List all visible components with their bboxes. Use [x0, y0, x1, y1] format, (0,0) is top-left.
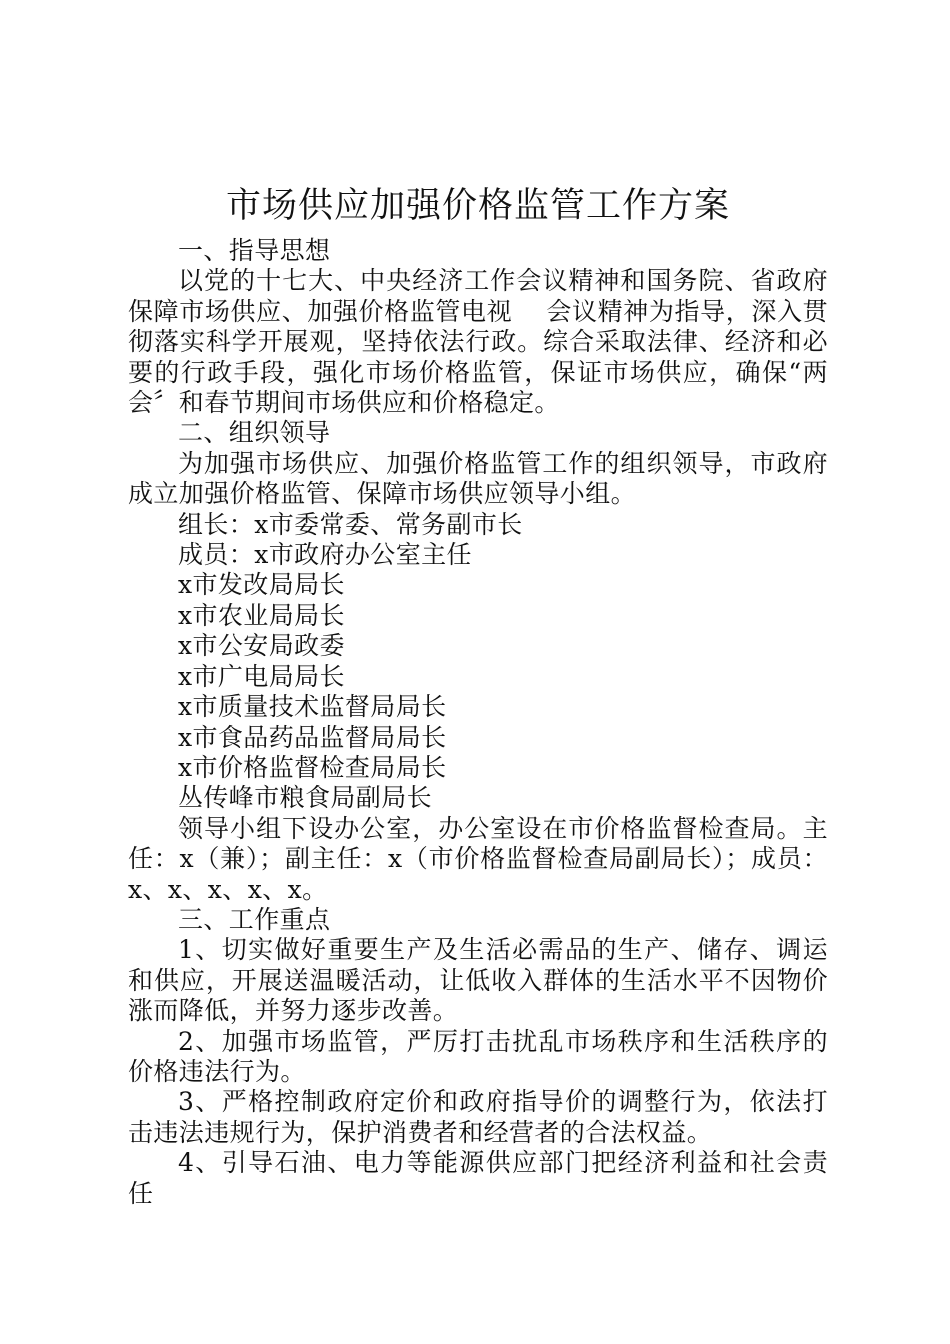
member-line: x市价格监督检查局局长 [178, 752, 447, 782]
member-line: x市质量技术监督局局长 [178, 692, 447, 722]
paragraph: 以党的十七大、中央经济工作会议精神和国务院、省政府保障市场供应、加强价格监管电视 会议精神为指导，深入贯彻落实科学开展观，坚持依法行政。综合采取法律、经济和必要的行政手段，强化市场价格监管，保证市场供应，确保“两会〞和春节期间市场供应和价格稳定。 [128, 266, 828, 418]
member-line: x市食品药品监督局局长 [178, 722, 447, 752]
member-line: 组长：x市委常委、常务副市长 [178, 509, 523, 539]
paragraph: 1、切实做好重要生产及生活必需品的生产、储存、调运和供应，开展送温暖活动，让低收入群体的生活水平不因物价涨而降低，并努力逐步改善。 [128, 935, 828, 1026]
member-line: 丛传峰市粮食局副局长 [178, 783, 433, 813]
member-line: x市广电局局长 [178, 661, 345, 691]
document-title: 市场供应加强价格监管工作方案 [225, 186, 730, 226]
section-heading: 三、工作重点 [178, 904, 331, 934]
paragraph: 领导小组下设办公室，办公室设在市价格监督检查局。主任：x（兼）；副主任：x（市价格监督检查局副局长）；成员：x、x、x、x、x。 [128, 813, 828, 904]
document-page [128, 180, 828, 1209]
paragraph: 2、加强市场监管，严厉打击扰乱市场秩序和生活秩序的价格违法行为。 [128, 1026, 828, 1086]
member-line: x市公安局政委 [178, 631, 345, 661]
member-line: x市农业局局长 [178, 600, 345, 630]
section-heading: 一、指导思想 [178, 236, 331, 265]
member-line: 成员：x市政府办公室主任 [178, 540, 472, 570]
paragraph: 4、引导石油、电力等能源供应部门把经济利益和社会责任 [128, 1148, 828, 1208]
document-body [128, 236, 828, 1209]
member-line: x市发改局局长 [178, 570, 345, 600]
paragraph: 为加强市场供应、加强价格监管工作的组织领导，市政府成立加强价格监管、保障市场供应领导小组。 [128, 448, 828, 509]
section-heading: 二、组织领导 [178, 418, 331, 448]
paragraph: 3、严格控制政府定价和政府指导价的调整行为，依法打击违法违规行为，保护消费者和经营者的合法权益。 [128, 1087, 828, 1147]
